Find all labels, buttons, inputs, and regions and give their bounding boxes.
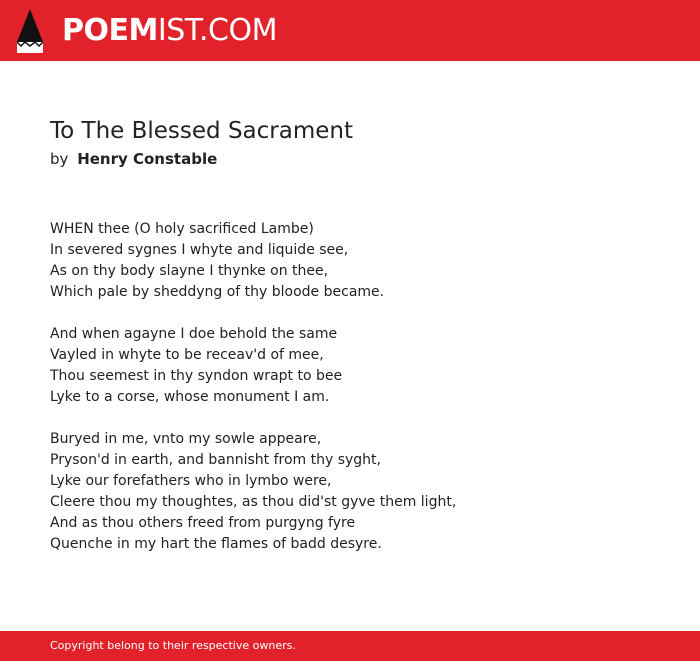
poem-line: Lyke to a corse, whose monument I am. — [50, 389, 330, 405]
copyright-text: Copyright belong to their respective owners. — [50, 639, 296, 652]
logo-text-light: IST.COM — [157, 13, 277, 48]
poem-line: Which pale by sheddyng of thy bloode became. — [50, 284, 385, 300]
poem-line: WHEN thee (O holy sacrificed Lambe) — [50, 221, 314, 237]
logo-text-bold: POEM — [62, 13, 158, 48]
poem-title: To The Blessed Sacrament — [50, 118, 353, 144]
poem-line: Cleere thou my thoughtes, as thou did'st gyve them light, — [50, 494, 457, 510]
byline — [50, 149, 217, 169]
stanza — [50, 324, 456, 408]
stanza — [50, 219, 456, 303]
poem-line: Quenche in my hart the flames of badd desyre. — [50, 536, 382, 552]
poem-body — [50, 219, 456, 576]
site-logo[interactable] — [62, 13, 277, 49]
poem-line: Lyke our forefathers who in lymbo were, — [50, 473, 332, 489]
poem-line: In severed sygnes I whyte and liquide see, — [50, 242, 349, 258]
poem-line: Thou seemest in thy syndon wrapt to bee — [50, 368, 343, 384]
site-header — [0, 0, 700, 61]
poem-line: Pryson'd in earth, and bannisht from thy syght, — [50, 452, 381, 468]
poem-line: Buryed in me, vnto my sowle appeare, — [50, 431, 322, 447]
stanza — [50, 429, 456, 555]
poem-line: As on thy body slayne I thynke on thee, — [50, 263, 329, 279]
by-label: by — [50, 150, 69, 168]
site-footer — [0, 631, 700, 661]
author-name: Henry Constable — [77, 150, 218, 168]
poem-line: And as thou others freed from purgyng fyre — [50, 515, 356, 531]
poem-line: And when agayne I doe behold the same — [50, 326, 338, 342]
poem-line: Vayled in whyte to be receav'd of mee, — [50, 347, 324, 363]
pencil-icon — [17, 9, 43, 53]
